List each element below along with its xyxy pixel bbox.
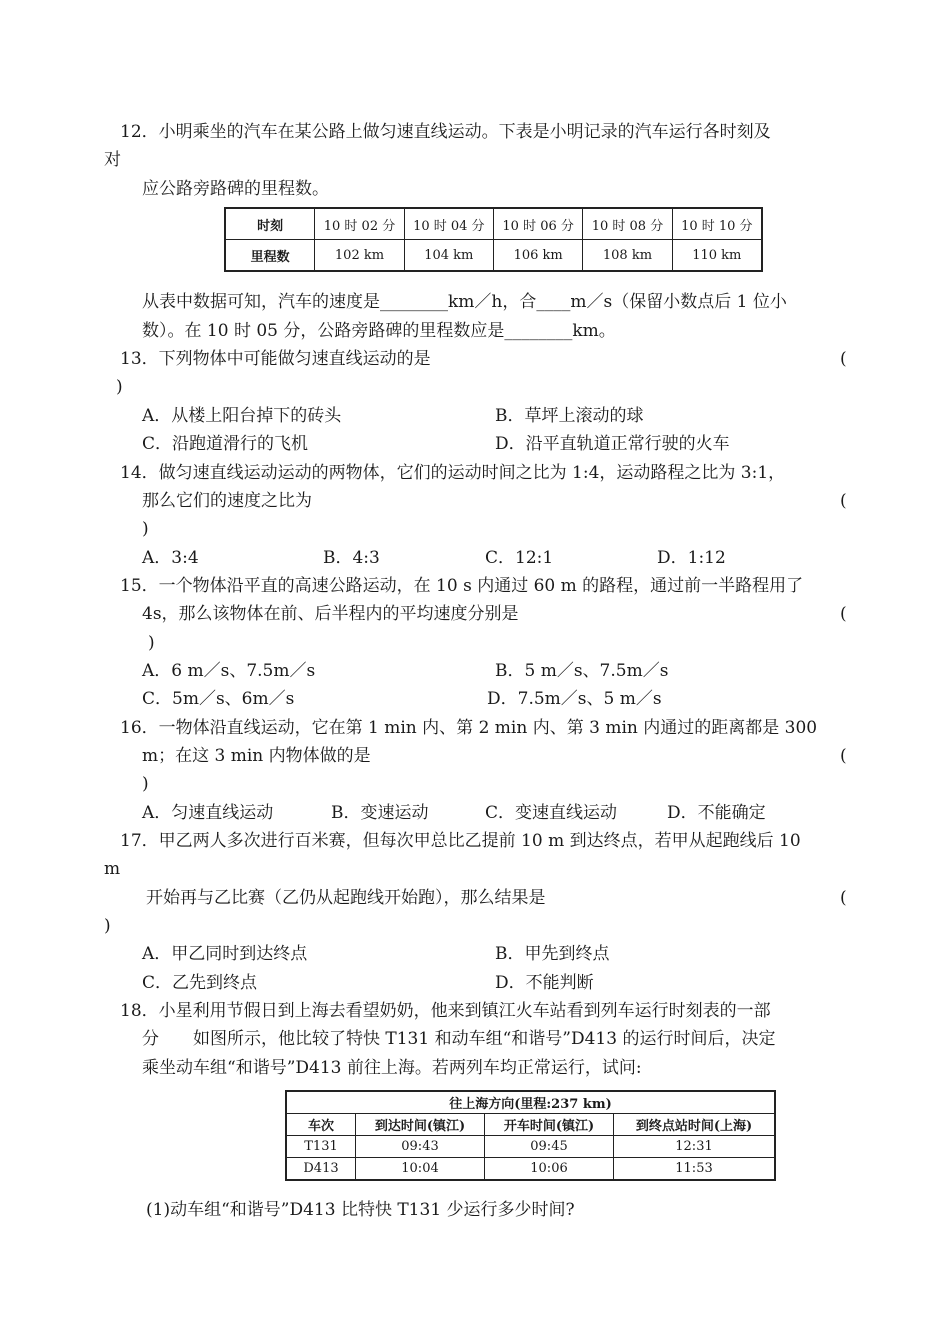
- q18-stem-line2: 分 如图所示，他比较了特快 T131 和动车组“和谐号”D413 的运行时间后，决定: [142, 1029, 776, 1049]
- q15-answer-paren-close: ): [148, 633, 155, 653]
- q18-stem-line1: 18．小星利用节假日到上海去看望奶奶，他来到镇江火车站看到列车运行时刻表的一部: [120, 1001, 771, 1021]
- table-cell: 09:43: [356, 1136, 485, 1158]
- table-row: [286, 1158, 775, 1181]
- table-row: [286, 1136, 775, 1158]
- q16-option-c: C．变速直线运动: [485, 803, 618, 823]
- q12-stem-line1: 12．小明乘坐的汽车在某公路上做匀速直线运动。下表是小明记录的汽车运行各时刻及: [120, 122, 771, 142]
- q15-option-a: A．6 m／s、7.5m／s: [142, 661, 316, 681]
- q17-stem-line1-wrap: m: [104, 859, 121, 879]
- q17-stem-line1: 17．甲乙两人多次进行百米赛，但每次甲总比乙提前 10 m 到达终点，若甲从起跑线后 10: [120, 831, 801, 851]
- q18-stem-line3: 乘坐动车组“和谐号”D413 前往上海。若两列车均正常运行，试问:: [142, 1058, 642, 1078]
- table-row: [225, 208, 762, 240]
- table-row: [225, 240, 762, 272]
- table-cell: 110 km: [672, 240, 762, 272]
- q17-answer-paren-close: ): [104, 916, 111, 936]
- table-cell: 12:31: [614, 1136, 776, 1158]
- table-cell: 106 km: [493, 240, 582, 272]
- table-header: 车次: [286, 1114, 356, 1136]
- q17-option-c: C．乙先到终点: [142, 973, 258, 993]
- q13-option-c: C．沿跑道滑行的飞机: [142, 434, 309, 454]
- q17-option-d: D．不能判断: [495, 973, 594, 993]
- q14-option-d: D．1:12: [657, 548, 726, 568]
- q15-option-d: D．7.5m／s、5 m／s: [487, 689, 662, 709]
- q16-option-d: D．不能确定: [667, 803, 766, 823]
- q16-option-b: B．变速运动: [331, 803, 429, 823]
- q12-mileage-table: [224, 207, 763, 272]
- table-cell: 10:06: [485, 1158, 614, 1181]
- q15-stem-line1: 15．一个物体沿平直的高速公路运动，在 10 s 内通过 60 m 的路程，通过前一半路程用了: [120, 576, 804, 596]
- timetable-title: 往上海方向(里程:237 km): [286, 1091, 775, 1114]
- table-cell: 10 时 10 分: [672, 208, 762, 240]
- q13-option-a: A．从楼上阳台掉下的砖头: [142, 406, 342, 426]
- q15-stem-line2: 4s，那么该物体在前、后半程内的平均速度分别是: [142, 604, 519, 624]
- table-cell: 102 km: [315, 240, 404, 272]
- q13-option-d: D．沿平直轨道正常行驶的火车: [495, 434, 730, 454]
- q14-option-a: A．3:4: [142, 548, 199, 568]
- q18-train-timetable: [285, 1090, 776, 1181]
- q13-answer-paren-close: ): [116, 377, 123, 397]
- table-row: [286, 1114, 775, 1136]
- table-cell: 104 km: [404, 240, 493, 272]
- table-cell: 10 时 08 分: [583, 208, 672, 240]
- table-cell: D413: [286, 1158, 356, 1181]
- q14-option-b: B．4:3: [323, 548, 380, 568]
- q13-stem: 13．下列物体中可能做匀速直线运动的是: [120, 349, 431, 369]
- table-cell: 10 时 02 分: [315, 208, 404, 240]
- q16-option-a: A．匀速直线运动: [142, 803, 274, 823]
- q14-stem-line2: 那么它们的速度之比为: [142, 491, 312, 511]
- q14-answer-paren-close: ): [142, 519, 149, 539]
- table-header: 到达时间(镇江): [356, 1114, 485, 1136]
- table-header: 里程数: [225, 240, 315, 272]
- q12-blank-line2: 数）。在 10 时 05 分，公路旁路碑的里程数应是________km。: [142, 321, 616, 341]
- table-cell: 108 km: [583, 240, 672, 272]
- q12-stem-line1-wrap: 对: [104, 150, 121, 170]
- q14-option-c: C．12:1: [485, 548, 554, 568]
- q16-answer-paren-open: (: [840, 746, 847, 766]
- q16-answer-paren-close: ): [142, 774, 149, 794]
- q12-blank-line1: 从表中数据可知，汽车的速度是________km／h，合____m／s（保留小数点后 1 位小: [142, 292, 787, 312]
- q17-answer-paren-open: (: [840, 888, 847, 908]
- q14-stem-line1: 14．做匀速直线运动运动的两物体，它们的运动时间之比为 1:4，运动路程之比为 3:1，: [120, 463, 786, 483]
- q13-option-b: B．草坪上滚动的球: [495, 406, 644, 426]
- q17-option-a: A．甲乙同时到达终点: [142, 944, 308, 964]
- table-cell: T131: [286, 1136, 356, 1158]
- q12-stem-line2: 应公路旁路碑的里程数。: [142, 179, 329, 199]
- q15-answer-paren-open: (: [840, 604, 847, 624]
- table-header: 到终点站时间(上海): [614, 1114, 776, 1136]
- q18-sub-question-1: (1)动车组“和谐号”D413 比特快 T131 少运行多少时间?: [146, 1200, 575, 1220]
- table-cell: 10:04: [356, 1158, 485, 1181]
- table-cell: 10 时 04 分: [404, 208, 493, 240]
- q17-stem-line2: 开始再与乙比赛（乙仍从起跑线开始跑），那么结果是: [146, 888, 546, 908]
- q17-option-b: B．甲先到终点: [495, 944, 610, 964]
- q15-option-b: B．5 m／s、7.5m／s: [495, 661, 669, 681]
- q16-stem-line2: m；在这 3 min 内物体做的是: [142, 746, 371, 766]
- q16-stem-line1: 16．一物体沿直线运动，它在第 1 min 内、第 2 min 内、第 3 min 内通过的距离都是 300: [120, 718, 818, 738]
- q15-option-c: C．5m／s、6m／s: [142, 689, 295, 709]
- table-cell: 11:53: [614, 1158, 776, 1181]
- table-row: [286, 1091, 775, 1114]
- table-cell: 09:45: [485, 1136, 614, 1158]
- table-cell: 10 时 06 分: [493, 208, 582, 240]
- table-header: 开车时间(镇江): [485, 1114, 614, 1136]
- q13-answer-paren-open: (: [840, 349, 847, 369]
- table-header: 时刻: [225, 208, 315, 240]
- q14-answer-paren-open: (: [840, 491, 847, 511]
